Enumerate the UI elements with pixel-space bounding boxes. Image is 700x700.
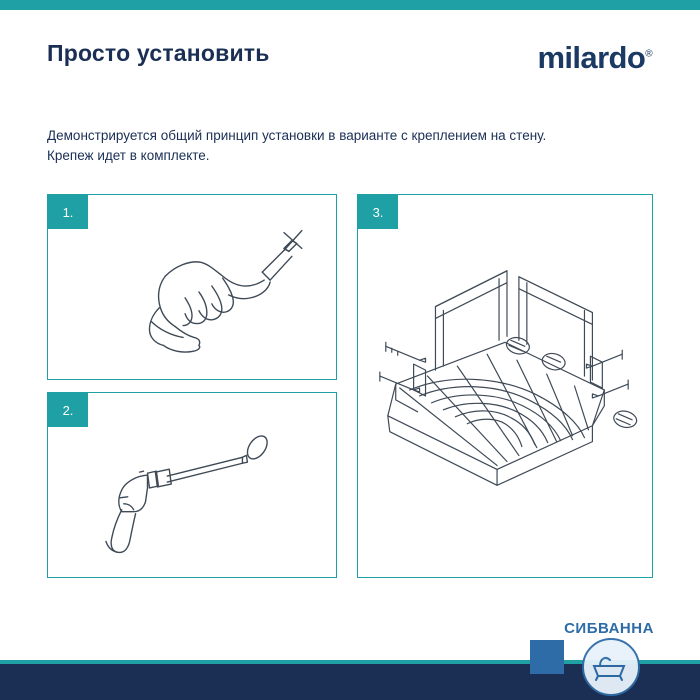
top-accent-bar [0,0,700,10]
watermark-square-shape [530,640,564,674]
intro-text [47,126,657,166]
corner-shelf-with-screws-and-dowels-icon [358,195,652,577]
step-number-badge-2: 2. [48,393,88,427]
bathtub-icon [584,640,634,690]
power-drill-with-dowel-icon [48,393,336,577]
page-title: Просто установить [47,40,270,66]
watermark-text: СИБВАННА [564,620,654,637]
intro-line-1: Демонстрируется общий принцип установки в варианте с креплением на стену. [47,128,547,143]
watermark-circle-shape [582,638,640,696]
brand-logo-text: milardo [537,40,646,75]
intro-line-2: Крепеж идет в комплекте. [47,148,210,163]
brand-logo [537,40,652,76]
step-panel-1 [47,194,337,380]
registered-mark: ® [645,48,652,60]
step-panel-2 [47,392,337,578]
hand-marking-wall-with-pencil-icon [48,195,336,379]
step-panel-3 [357,194,653,578]
watermark [534,614,684,690]
step-number-badge-3: 3. [358,195,398,229]
step-number-badge-1: 1. [48,195,88,229]
